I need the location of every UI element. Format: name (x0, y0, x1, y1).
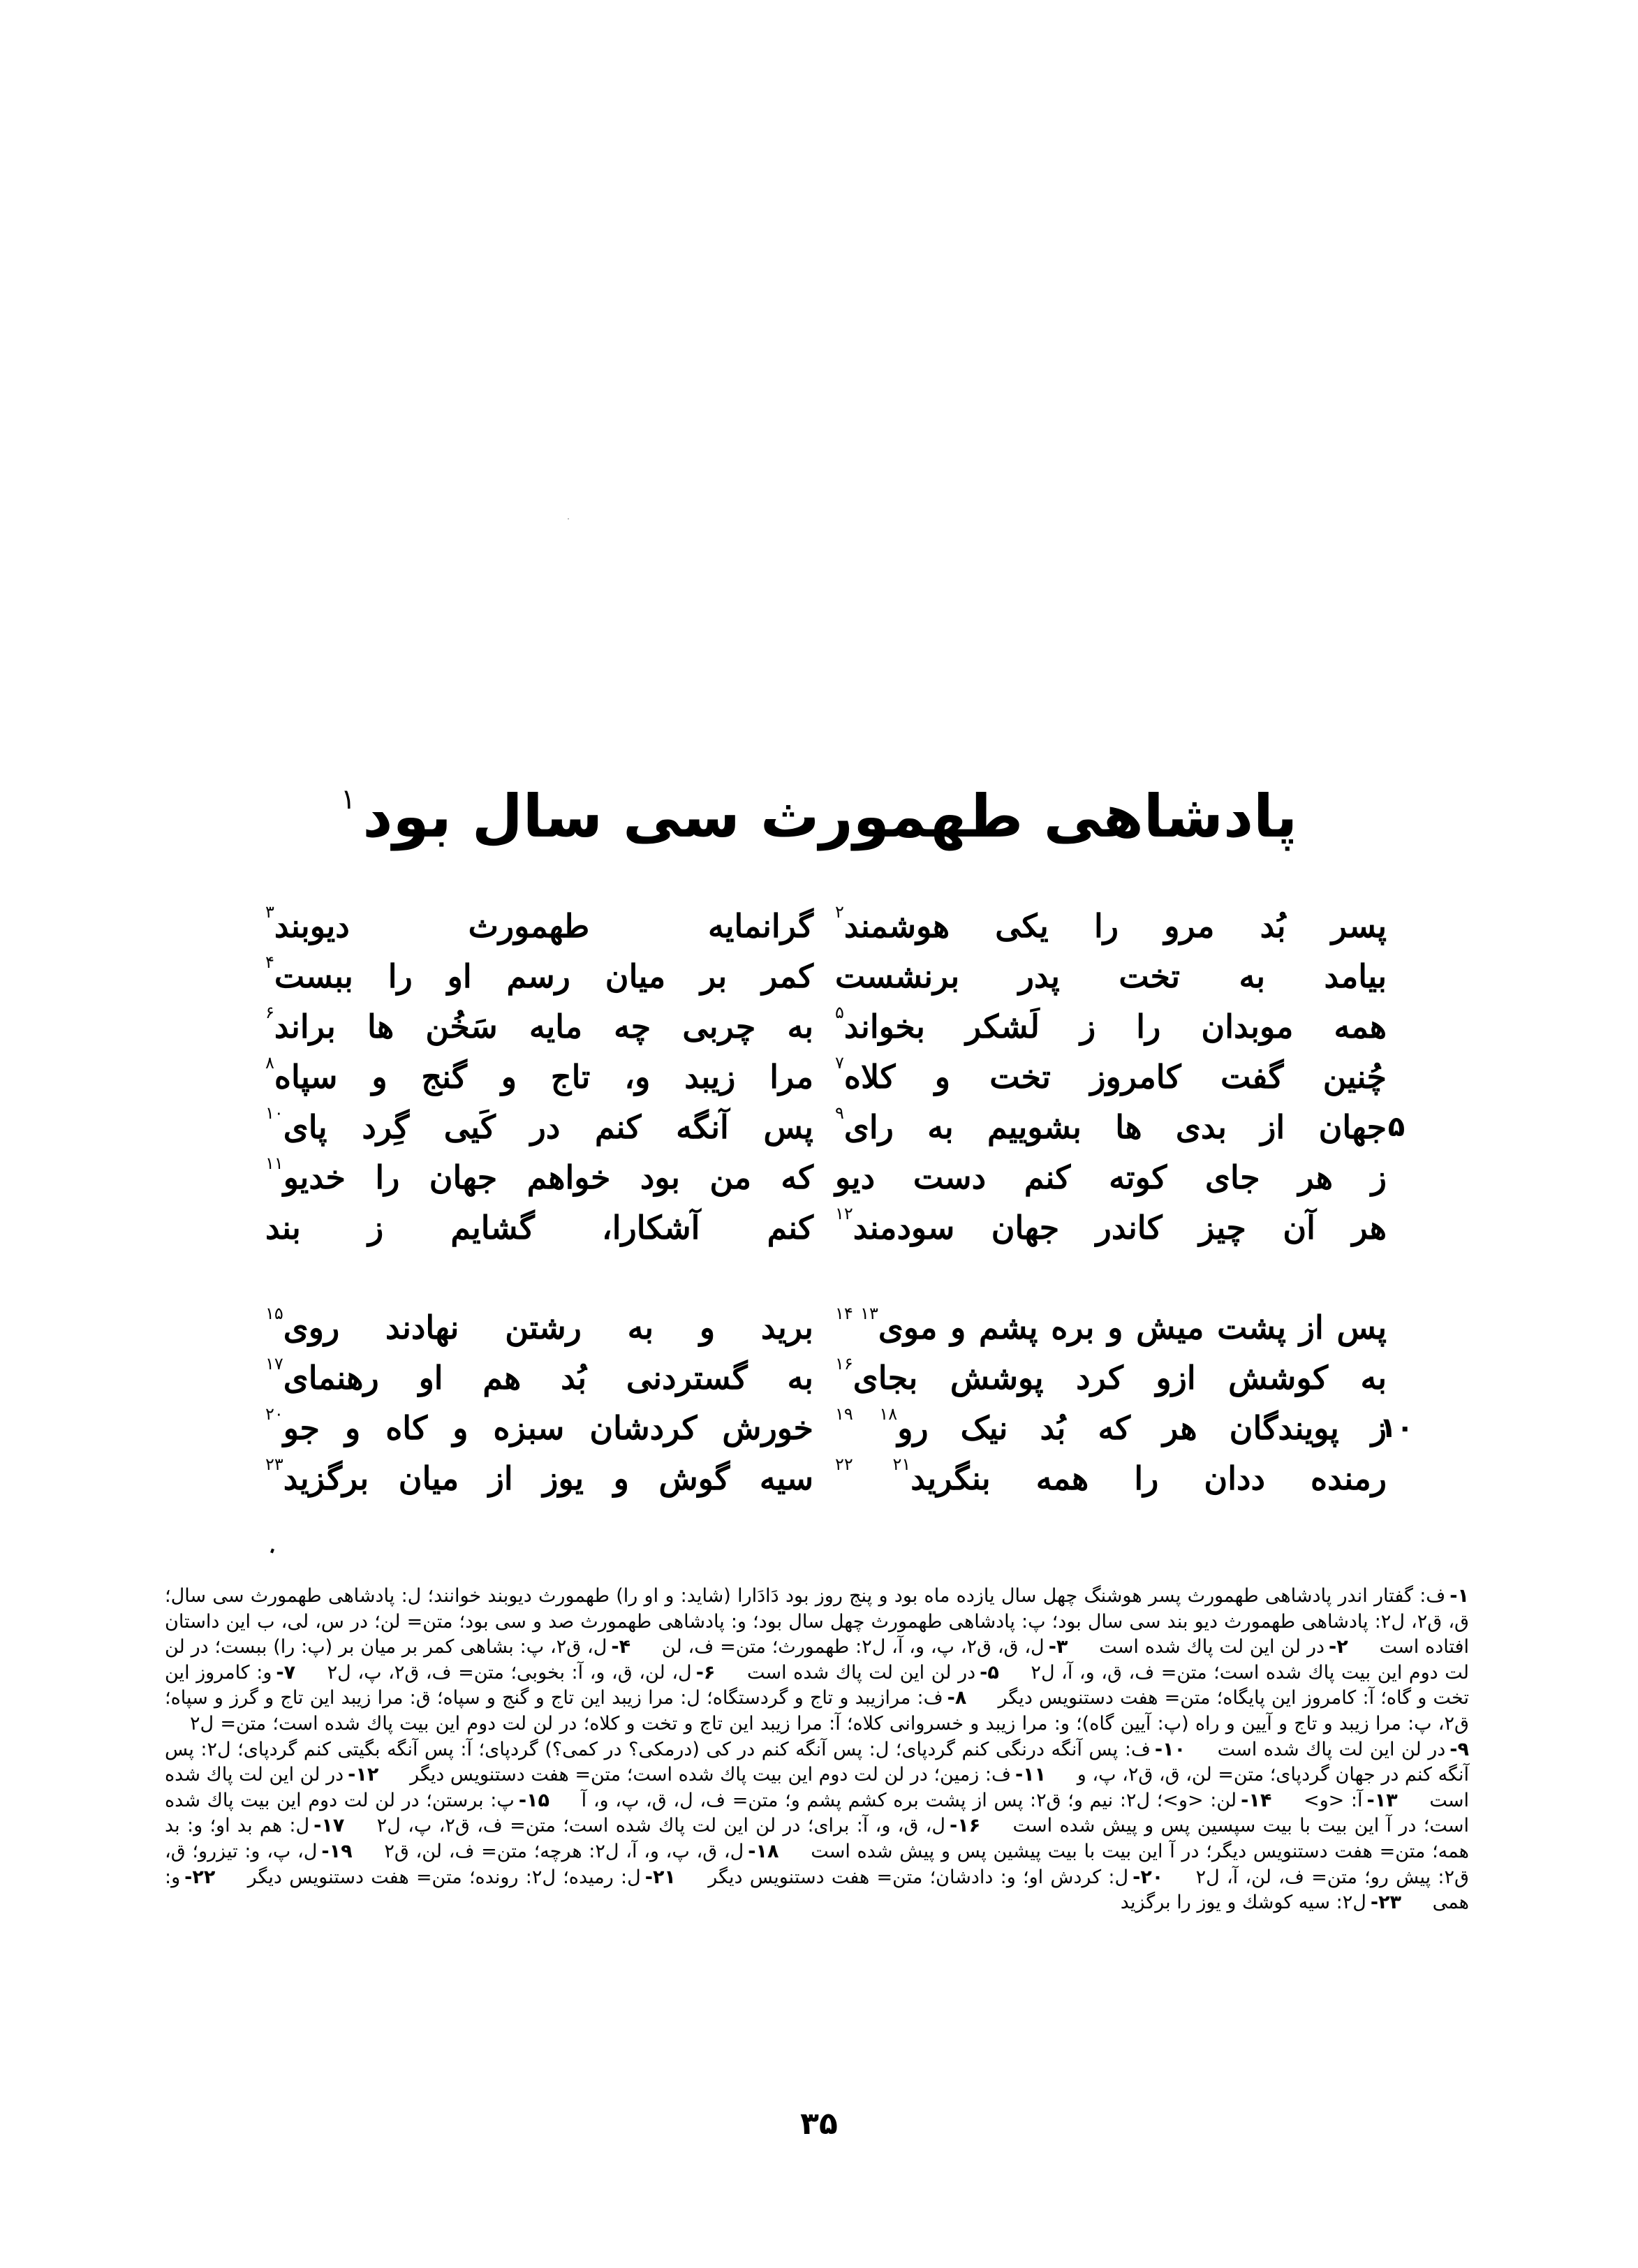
footnote-ref: ۱۲ (835, 1204, 853, 1223)
footnote-ref: ۴ (265, 952, 274, 972)
footnote-ref: ۱۷ (265, 1354, 283, 1374)
footnote: ۷-و: کامروز این تخت و گاه؛ آ: کامروز این پایگاه؛ متن= هفت دستنویس دیگر (165, 1661, 1469, 1709)
footnote-ref: ۹ (835, 1103, 844, 1123)
verse-row (0, 1152, 1638, 1202)
footnote: ۴-ل، ق۲، پ: بشاهی کمر بر میان بر (پ: را) ببست؛ در لن لت دوم این بیت پاك شده است؛ متن= ف، ق، و، آ، ل۲ (165, 1636, 1469, 1684)
hemistich-first: چُنین گفت کامروز تخت و کلاه$^۷$ (835, 1053, 1387, 1096)
verse-row (0, 901, 1638, 951)
verse-row (0, 951, 1638, 1001)
footnote: ۲۰-ل: کردش او؛ و: دادشان؛ متن= هفت دستنویس دیگر (708, 1866, 1164, 1888)
footnote-ref: ۲۱ ۲۲ (835, 1455, 911, 1474)
footnote: ۱۱-ف: زمین؛ در لن لت دوم این بیت پاك شده است؛ متن= هفت دستنویس دیگر (409, 1764, 1047, 1786)
hemistich-first: به کوشش ازو کرد پوشش بجای$^{۱۶}$ (835, 1354, 1387, 1397)
footnote-ref: ۱۸ ۱۹ (835, 1404, 898, 1424)
footnote: ۲۱-ل: رمیده؛ ل۲: رونده؛ متن= هفت دستنویس دیگر (247, 1866, 676, 1888)
stanza-1 (0, 901, 1638, 1253)
footnote: ۱۰-ف: پس آنگه درنگی کنم گردپای؛ ل: پس آنگه کنم در کی (درمکی؟ در کمی؟) گردپای؛ آ: پس آنگه بگیتی کنم گردپای؛ ل۲: پس آنگه کنم در جهان گردپای؛ متن= لن، ق، ق۲، پ، و (165, 1738, 1469, 1786)
verse-row (0, 1001, 1638, 1052)
hemistich-first: هر آن چیز کاندر جهان سودمند$^{۱۲}$ (835, 1204, 1387, 1246)
title-footnote-ref: ۱ (340, 783, 356, 816)
verse-row (0, 1102, 1638, 1152)
footnote-ref: ۵ (835, 1003, 844, 1022)
hemistich-first: بیامد به تخت پدر برنشست (835, 957, 1387, 995)
footnote-ref: ۳ (265, 902, 274, 922)
footnote: ۱۷-ل: هم بد او؛ و: بد همه؛ متن= هفت دستنویس دیگر؛ در آ این بیت با بیت پیشین پس و پیش شده است (165, 1815, 1469, 1862)
footnote: ۱۶-ل، ق، و، آ: برای؛ در لن این لت پاك شده است؛ متن= ف، ق۲، پ، ل۲ (376, 1815, 981, 1837)
chapter-title-text: پادشاهی طهمورث سی سال بود (362, 782, 1298, 850)
footnote-ref: ۸ (265, 1053, 274, 1073)
page-number: ۳۵ (800, 2106, 838, 2142)
footnote-ref: ۱۱ (265, 1154, 283, 1173)
hemistich-first: ز پویندگان هر که بُد نیک رو$^{۱۸ ۱۹}$ (835, 1404, 1387, 1447)
verse-row (0, 1453, 1638, 1503)
footnote-ref: ۲۰ (265, 1404, 283, 1424)
verse-row (0, 1353, 1638, 1403)
footnote-ref: ۲۳ (265, 1455, 283, 1474)
footnote: ۱۸-ل، ق، پ، و، آ، ل۲: هرچه؛ متن= ف، لن، ق۲ (384, 1840, 779, 1862)
hemistich-second: برید و به رشتن نهادند روی$^{۱۵}$ (265, 1304, 813, 1346)
hemistich-first: رمنده ددان را همه بنگرید$^{۲۱ ۲۲}$ (835, 1455, 1387, 1497)
hemistich-first: همه موبدان را ز لَشکر بخواند$^۵$ (835, 1003, 1387, 1045)
footnote: ۳-ل، ق، ق۲، پ، و، آ، ل۲: طهمورث؛ متن= ف، لن (661, 1636, 1068, 1658)
verse-number: ۵ (1387, 1111, 1405, 1143)
footnote: ۲-در لن این لت پاك شده است (1099, 1636, 1348, 1658)
verse-row (0, 1052, 1638, 1102)
verse-number: ۱۰ (1379, 1412, 1414, 1444)
hemistich-first: پسر بُد مرو را یکی هوشمند$^۲$ (835, 902, 1387, 945)
hemistich-second: خورش کردشان سبزه و کاه و جو$^{۲۰}$ (265, 1404, 813, 1447)
footnote-ref: ۶ (265, 1003, 274, 1022)
hemistich-first: جهان از بدی ها بشوییم به رای$^۹$ (835, 1103, 1387, 1146)
footnote-ref: ۱۰ (265, 1103, 283, 1123)
hemistich-second: به چربی چه مایه سَخُن ها براند$^۶$ (265, 1003, 813, 1045)
hemistich-second: که من بود خواهم جهان را خدیو$^{۱۱}$ (265, 1154, 813, 1196)
footnote: ۸-ف: مرازیبد و تاج و گردستگاه؛ ل: مرا زیبد این تاج و گنج و سپاه؛ ق: مرا زیبد این تاج و گرز و سپاه؛ ق۲، پ: مرا زیبد و تاج و آیین و راه (پ: آیین گاه)؛ و: مرا زیبد و خسروانی کلاه؛ آ: مرا زیبد این تاج و تخت و کلاه؛ در لن لت دوم این بیت پاك شده است؛ متن= ل۲ (165, 1687, 1469, 1735)
footnote: ۶-ل، لن، ق، و، آ: بخوبی؛ متن= ف، ق۲، پ، ل۲ (327, 1661, 716, 1684)
hemistich-first: ز هر جای کوته کنم دست دیو (835, 1158, 1387, 1196)
scan-mark (270, 1548, 274, 1553)
hemistich-second: گرانمایه طهمورث دیوبند$^۳$ (265, 902, 813, 945)
footnote-ref: ۱۶ (835, 1354, 853, 1374)
hemistich-first: پس از پشت میش و بره پشم و موی$^{۱۳ ۱۴}$ (835, 1304, 1387, 1346)
footnote: ۵-در لن این لت پاك شده است (746, 1661, 999, 1684)
footnote: ۱۴-لن: <و>؛ ل۲: نیم و؛ ق۲: پس از پشت بره کشم پشم و؛ متن= ف، ل، ق، پ، و، آ (581, 1789, 1272, 1811)
footnote: ۱۵-پ: برستن؛ در لن لت دوم این بیت پاك شده است؛ در آ این بیت با بیت سپسین پس و پیش شده است (165, 1789, 1469, 1837)
footnote: ۱۲-در لن این لت پاك شده است (165, 1764, 1470, 1811)
verse-row (0, 1302, 1638, 1353)
stanza-2 (0, 1302, 1638, 1503)
footnote-ref: ۱۵ (265, 1304, 283, 1323)
hemistich-second: کمر بر میان رسم او را ببست$^۴$ (265, 952, 813, 995)
footnote: ۲۲-و: همی (165, 1866, 1469, 1914)
scan-speck (568, 518, 569, 520)
footnote: ۱۹-ل، پ، و: تیزرو؛ ق، ق۲: پیش رو؛ متن= ف، لن، آ، ل۲ (165, 1840, 1469, 1888)
hemistich-second: کنم آشکارا، گشایم ز بند (265, 1209, 813, 1246)
chapter-title (0, 761, 1638, 855)
footnote-ref: ۷ (835, 1053, 844, 1073)
verse-row (0, 1202, 1638, 1253)
hemistich-second: سیه گوش و یوز از میان برگزید$^{۲۳}$ (265, 1455, 813, 1497)
verse-row (0, 1403, 1638, 1453)
footnote: ۲۳-ل۲: سیه کوشك و یوز را برگزید (1120, 1892, 1402, 1914)
hemistich-second: به گستردنی بُد هم او رهنمای$^{۱۷}$ (265, 1354, 813, 1397)
hemistich-second: مرا زیبد و، تاج و گنج و سپاه$^۸$ (265, 1053, 813, 1096)
footnotes-block (165, 1584, 1469, 1916)
footnote: ۹-در لن این لت پاك شده است (1217, 1738, 1469, 1760)
footnote: ۱۳-آ: <و> (1303, 1789, 1398, 1811)
hemistich-second: پس آنگه کنم در کَیی گِرد پای$^{۱۰}$ (265, 1103, 813, 1146)
footnote: ۱-ف: گفتار اندر پادشاهی طهمورث پسر هوشنگ چهل سال یازده ماه بود و پنج روز بود دَادَارا (شاید: و او را) طهمورث دیوبند خوانند؛ ل: پادشاهی طهمورث سی سال؛ ق، ق۲، ل۲: پادشاهی طهمورث دیو بند سی سال بود؛ پ: پادشاهی طهمورث چهل سال بود؛ و: پادشاهی طهمورث صد و سی بود؛ متن= لن؛ در س، لی، ب این داستان افتاده است (165, 1585, 1470, 1658)
footnote-ref: ۱۳ ۱۴ (835, 1304, 878, 1323)
footnote-ref: ۲ (835, 902, 844, 922)
